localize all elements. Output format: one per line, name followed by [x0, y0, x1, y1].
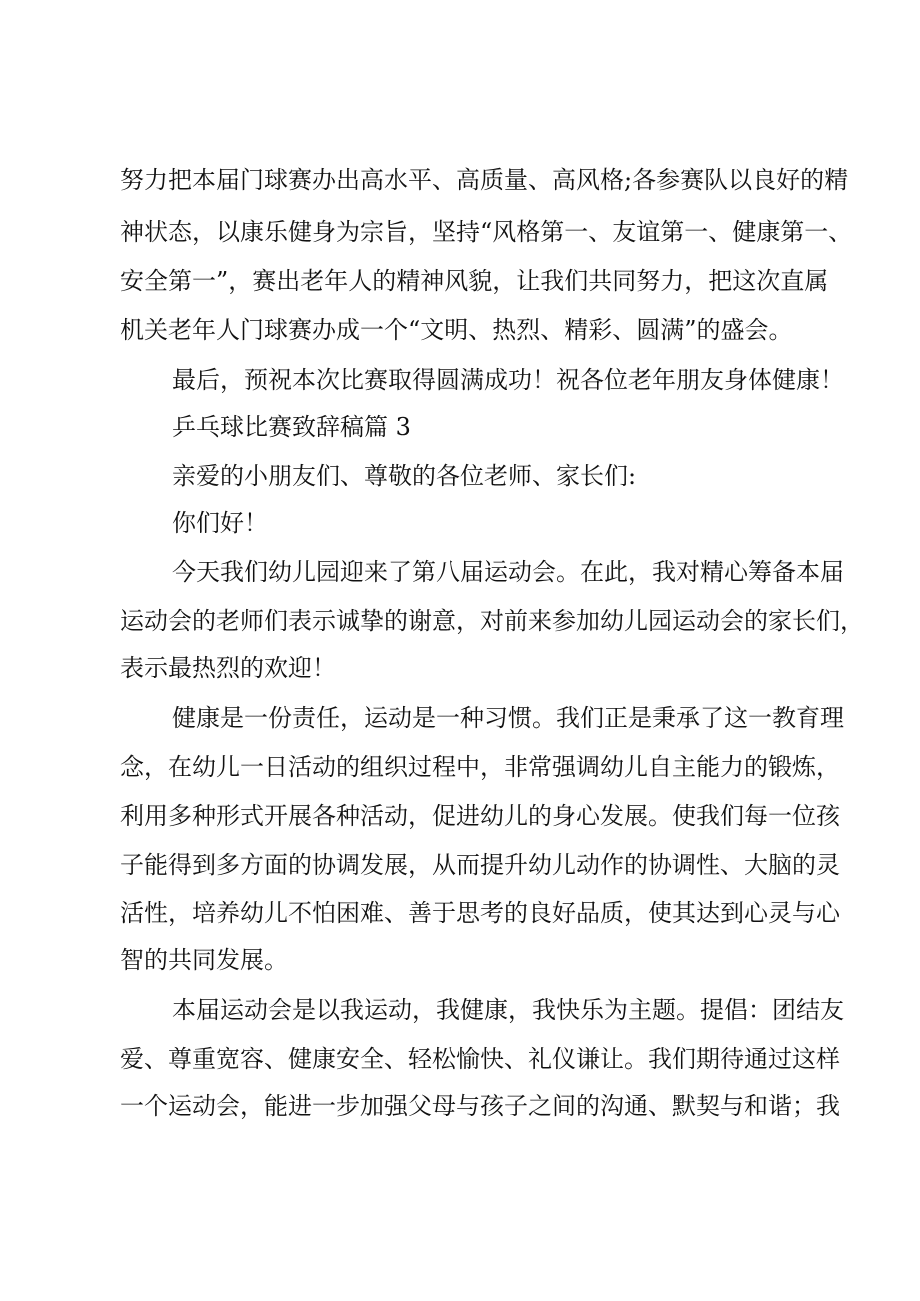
- paragraph-line: 神状态，以康乐健身为宗旨，坚持“风格第一、友谊第一、健康第一、: [120, 218, 853, 246]
- section-heading: 乒乓球比赛致辞稿篇 3: [172, 413, 411, 441]
- paragraph-line: 机关老年人门球赛办成一个“文明、热烈、精彩、圆满”的盛会。: [120, 316, 793, 344]
- paragraph-line: 智的共同发展。: [120, 946, 288, 974]
- paragraph-line: 本届运动会是以我运动，我健康，我快乐为主题。提倡：团结友: [172, 996, 844, 1024]
- salutation: 亲爱的小朋友们、尊敬的各位老师、家长们:: [172, 462, 637, 490]
- paragraph-line: 爱、尊重宽容、健康安全、轻松愉快、礼仪谦让。我们期待通过这样: [120, 1045, 840, 1073]
- paragraph-line: 健康是一份责任，运动是一种习惯。我们正是秉承了这一教育理: [172, 704, 844, 732]
- paragraph-line: 一个运动会，能进一步加强父母与孩子之间的沟通、默契与和谐；我: [120, 1092, 840, 1120]
- paragraph-line: 今天我们幼儿园迎来了第八届运动会。在此，我对精心筹备本届: [172, 558, 844, 586]
- paragraph-line: 安全第一”，赛出老年人的精神风貌，让我们共同努力，把这次直属: [120, 267, 829, 295]
- paragraph-line: 最后，预祝本次比赛取得圆满成功！祝各位老年朋友身体健康！: [172, 366, 844, 394]
- paragraph-line: 子能得到多方面的协调发展，从而提升幼儿动作的协调性、大脑的灵: [120, 851, 840, 879]
- greeting: 你们好！: [172, 509, 268, 537]
- paragraph-line: 运动会的老师们表示诚挚的谢意，对前来参加幼儿园运动会的家长们，: [120, 607, 864, 635]
- paragraph-line: 表示最热烈的欢迎！: [120, 654, 336, 682]
- paragraph-line: 努力把本届门球赛办出高水平、高质量、高风格;各参赛队以良好的精: [120, 166, 849, 194]
- paragraph-line: 利用多种形式开展各种活动，促进幼儿的身心发展。使我们每一位孩: [120, 802, 840, 830]
- paragraph-line: 活性，培养幼儿不怕困难、善于思考的良好品质，使其达到心灵与心: [120, 899, 840, 927]
- paragraph-line: 念，在幼儿一日活动的组织过程中，非常强调幼儿自主能力的锻炼，: [120, 753, 840, 781]
